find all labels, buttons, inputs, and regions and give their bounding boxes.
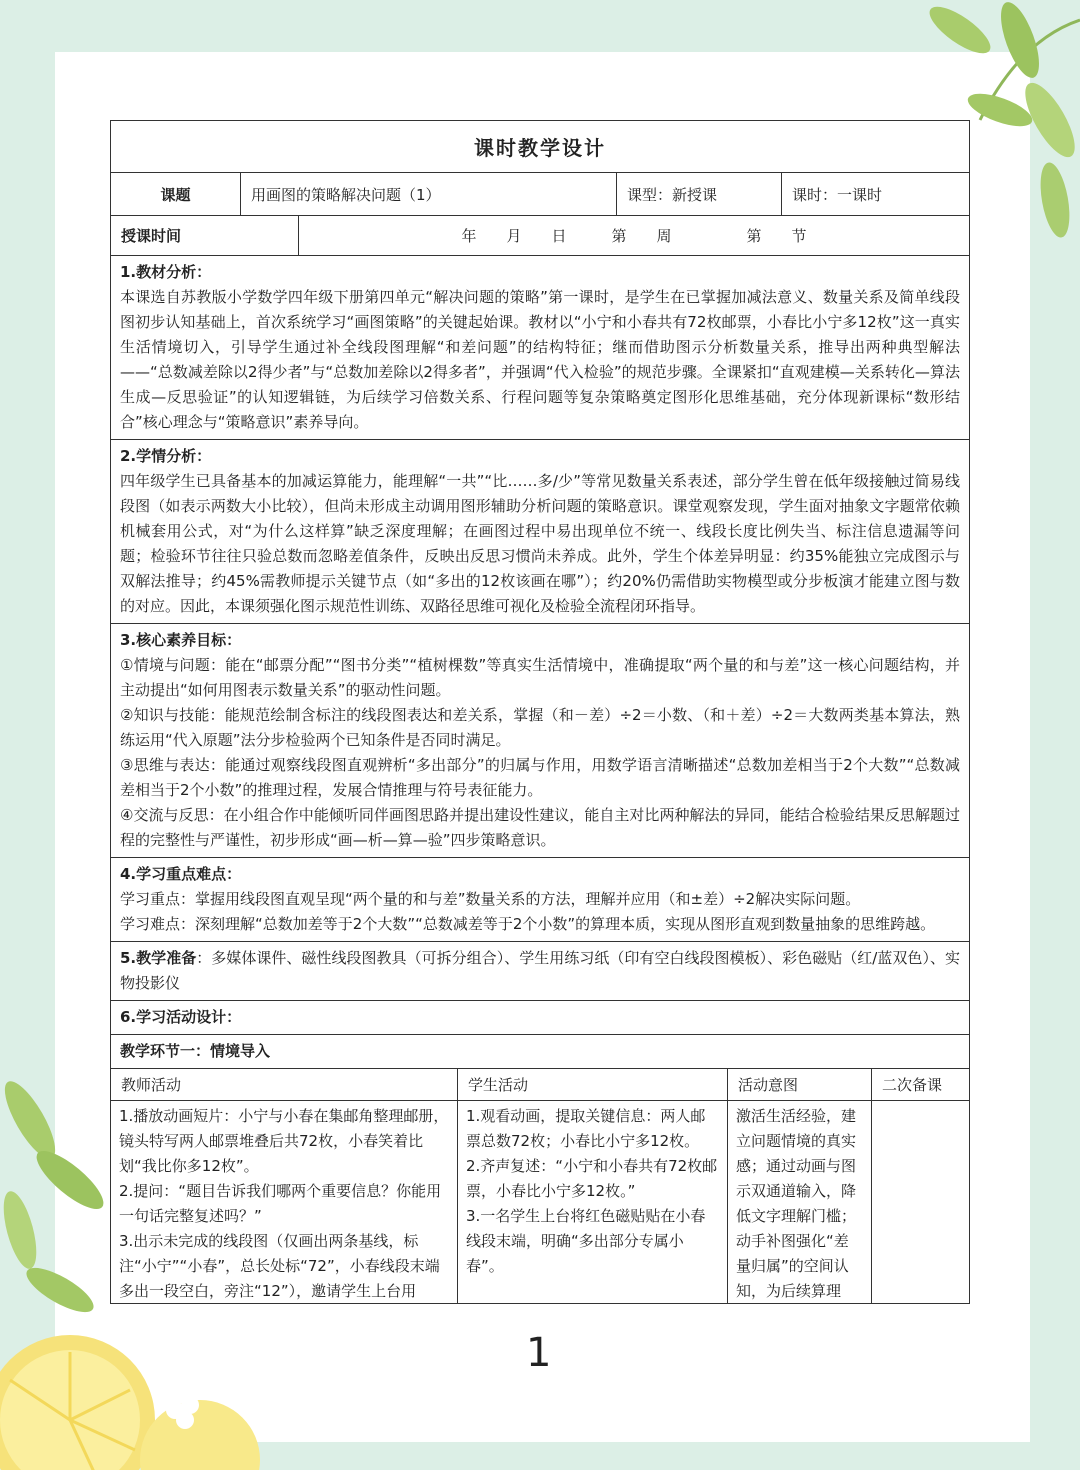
- difficult-point: 学习难点：深刻理解“总数加差等于2个大数”“总数减差等于2个小数”的算理本质，实现从图形直观到数量抽象的思维跨越。: [120, 915, 936, 933]
- section-title: 4.学习重点难点：: [120, 865, 242, 883]
- stage-title: 教学环节一：情境导入: [120, 1042, 271, 1060]
- goal-item: ④交流与反思：在小组合作中能倾听同伴画图思路并提出建设性建议，能自主对比两种解法的异同，能结合检验结果反思解题过程的完整性与严谨性，初步形成“画—析—算—验”四步策略意识。: [120, 806, 961, 849]
- key-point: 学习重点：掌握用线段图直观呈现“两个量的和与差”数量关系的方法，理解并应用（和±差）÷2解决实际问题。: [120, 890, 861, 908]
- time-label: 授课时间: [111, 216, 299, 255]
- lesson-plan-table: [110, 120, 970, 1304]
- page-number: 1: [526, 1330, 552, 1376]
- revision-notes: [872, 1101, 969, 1303]
- student-step: 3.一名学生上台将红色磁贴贴在小春线段末端，明确“多出部分专属小春”。: [466, 1207, 706, 1275]
- section-key-difficult: [111, 858, 969, 942]
- student-step: 2.齐声复述：“小宁和小春共有72枚邮票，小春比小宁多12枚。”: [466, 1157, 718, 1200]
- section-title: 2.学情分析：: [120, 447, 212, 465]
- section-textbook-analysis: [111, 256, 969, 440]
- goal-item: ①情境与问题：能在“邮票分配”“图书分类”“植树棵数”等真实生活情境中，准确提取“两个量的和与差”这一核心问题结构，并主动提出“如何用图表示数量关系”的驱动性问题。: [120, 656, 960, 699]
- section-body: 四年级学生已具备基本的加减运算能力，能理解“一共”“比……多/少”等常见数量关系表述，部分学生曾在低年级接触过简易线段图（如表示两数大小比较），但尚未形成主动调用图形辅助分析问题的策略意识。课堂观察发现，学生面对抽象文字题常依赖机械套用公式，对“为什么这样算”缺乏深度理解；在画图过程中易出现单位不统一、线段长度比例失当、标注信息遗漏等问题；检验环节往往只验总数而忽略差值条件，反映出反思习惯尚未养成。此外，学生个体差异明显：约35%能独立完成图示与双解法推导；约45%需教师提示关键节点（如“多出的12枚该画在哪”）；约20%仍需借助实物模型或分步板演才能建立图与数的对应。因此，本课须强化图示规范性训练、双路径思维可视化及检验全流程闭环指导。: [120, 472, 960, 615]
- teacher-step: 2.提问：“题目告诉我们哪两个重要信息？你能用一句话完整复述吗？”: [119, 1182, 442, 1225]
- teacher-step: 3.出示未完成的线段图（仅画出两条基线，标注“小宁”“小春”，总长处标“72”，小春线段末端多出一段空白，旁注“12”），邀请学生上台用: [119, 1232, 440, 1300]
- section-title: 3.核心素养目标：: [120, 631, 242, 649]
- topic-row: [111, 173, 969, 216]
- section-body: 本课选自苏教版小学数学四年级下册第四单元“解决问题的策略”第一课时，是学生在已掌握加减法意义、数量关系及简单线段图初步认知基础上，首次系统学习“画图策略”的关键起始课。教材以“小宁和小春共有72枚邮票，小春比小宁多12枚”这一真实生活情境切入，引导学生通过补全线段图理解“和差问题”的结构特征；继而借助图示分析数量关系，推导出两种典型解法——“总数减差除以2得少者”与“总数加差除以2得多者”，并强调“代入检验”的规范步骤。全课紧扣“直观建模—关系转化—算法生成—反思验证”的认知逻辑链，为后续学习倍数关系、行程问题等复杂策略奠定图形化思维基础，充分体现新课标“数形结合”核心理念与“策略意识”素养导向。: [120, 288, 960, 431]
- lesson-hours: 课时：一课时: [792, 185, 883, 204]
- header-intent: 活动意图: [728, 1069, 872, 1100]
- activity-intent: [728, 1101, 872, 1303]
- activity-header-row: [111, 1069, 969, 1101]
- teacher-step: 1.播放动画短片：小宁与小春在集邮角整理邮册，镜头特写两人邮票堆叠后共72枚，小春笑着比划“我比你多12枚”。: [119, 1107, 449, 1175]
- student-step: 1.观看动画，提取关键信息：两人邮票总数72枚；小春比小宁多12枚。: [466, 1107, 706, 1150]
- goal-item: ③思维与表达：能通过观察线段图直观辨析“多出部分”的归属与作用，用数学语言清晰描述“总数加差相当于2个大数”“总数减差相当于2个小数”的推理过程，发展合情推理与符号表征能力。: [120, 756, 960, 799]
- stage-title-row: [111, 1035, 969, 1069]
- section-body: ：多媒体课件、磁性线段图教具（可拆分组合）、学生用练习纸（印有空白线段图模板）、彩色磁贴（红/蓝双色）、实物投影仪: [120, 949, 960, 992]
- time-row: [111, 216, 969, 256]
- section-preparation: [111, 942, 969, 1001]
- activity-content-row: [111, 1101, 969, 1303]
- section-title: 1.教材分析：: [120, 263, 212, 281]
- intent-text: 激活生活经验，建立问题情境的真实感；通过动画与图示双通道输入，降低文字理解门槛；动手补图强化“差量归属”的空间认知，为后续算理: [736, 1107, 857, 1300]
- section-title: 5.教学准备: [120, 949, 197, 967]
- lesson-type: 课型：新授课: [617, 173, 782, 215]
- topic-value: 用画图的策略解决问题（1）: [241, 173, 617, 215]
- document-title: 课时教学设计: [111, 121, 969, 173]
- topic-label: 课题: [111, 173, 241, 215]
- header-student: 学生活动: [458, 1069, 728, 1100]
- section-title: 6.学习活动设计：: [120, 1008, 242, 1026]
- header-teacher: 教师活动: [111, 1069, 458, 1100]
- header-revision: 二次备课: [882, 1076, 943, 1094]
- teacher-activity: [111, 1101, 458, 1303]
- section-core-goals: [111, 624, 969, 858]
- section-student-analysis: [111, 440, 969, 624]
- section-activity-design: [111, 1001, 969, 1035]
- time-value: 年 月 日 第 周 第 节: [461, 227, 807, 245]
- student-activity: [458, 1101, 728, 1303]
- goal-item: ②知识与技能：能规范绘制含标注的线段图表达和差关系，掌握（和－差）÷2＝小数、（和＋差）÷2＝大数两类基本算法，熟练运用“代入原题”法分步检验两个已知条件是否同时满足。: [120, 706, 960, 749]
